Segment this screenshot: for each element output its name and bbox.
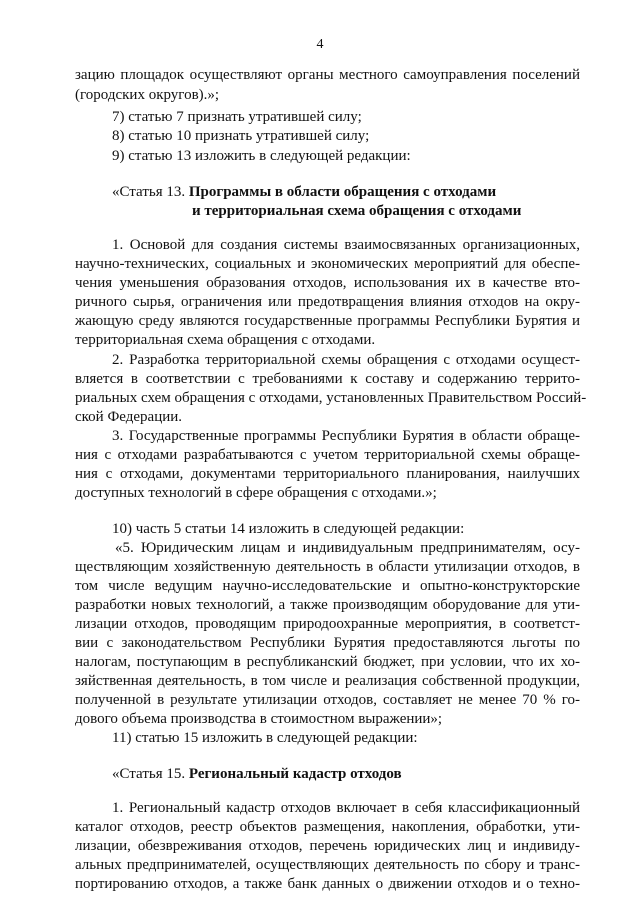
paragraph-line: ской Федерации. xyxy=(75,409,183,425)
paragraph-line: 1. Основой для создания системы взаимосвязанных организационных, xyxy=(112,237,580,253)
list-item: 10) часть 5 статьи 14 изложить в следующей редакции: xyxy=(112,521,465,537)
paragraph-line: жающую среду являются государственные программы Республики Бурятия и xyxy=(75,313,580,329)
text-line: (городских округов).»; xyxy=(75,87,220,103)
text-line: зацию площадок осуществляют органы местного самоуправления поселений xyxy=(75,67,580,83)
paragraph-line: альных предпринимателей, осуществляющих деятельность по сбору и транс- xyxy=(75,857,580,873)
list-item: 9) статью 13 изложить в следующей редакции: xyxy=(112,148,411,164)
paragraph-line: доступных технологий в сфере обращения с отходами.»; xyxy=(75,485,437,501)
paragraph-line: территориальная схема обращения с отходами. xyxy=(75,332,376,348)
paragraph-line: «5. Юридическим лицам и индивидуальным предпринимателям, осу- xyxy=(115,540,580,556)
article-15-prefix: «Статья 15. xyxy=(112,766,189,782)
paragraph-line: лизации, обезвреживания отходов, перечень юридических лиц и индивиду- xyxy=(75,838,580,854)
paragraph-line: ния с отходами, документами территориального планирования, наилучших xyxy=(75,466,580,482)
paragraph-line: лизации отходов, проводящим природоохранные мероприятия, в соответст- xyxy=(75,616,580,632)
article-15-title: Региональный кадастр отходов xyxy=(188,766,402,782)
article-15-heading xyxy=(112,765,402,783)
article-13-prefix: «Статья 13. xyxy=(112,184,189,200)
article-13-heading xyxy=(112,183,496,201)
paragraph-line: научно-технических, социальных и экономических мероприятий для обеспе- xyxy=(75,256,580,272)
page-number: 4 xyxy=(316,37,324,52)
paragraph-line: полученной в результате утилизации отходов, составляет не менее 70 % го- xyxy=(75,692,580,708)
paragraph-line: каталог отходов, реестр объектов размещения, накопления, обработки, ути- xyxy=(75,819,580,835)
paragraph-line: чения уменьшения образования отходов, использования их в качестве вто- xyxy=(75,275,580,291)
paragraph-line: ричного сырья, ограничения или предотвращения влияния отходов на окру- xyxy=(75,294,580,310)
paragraph-line: вии с законодательством Республики Бурятия предоставляются льготы по xyxy=(75,635,580,651)
list-item: 11) статью 15 изложить в следующей редакции: xyxy=(112,730,418,746)
paragraph-line: 1. Региональный кадастр отходов включает в себя классификационный xyxy=(112,800,580,816)
paragraph-line: риальных схем обращения с отходами, установленных Правительством Россий- xyxy=(75,390,587,406)
paragraph-line: зяйственная деятельность, в том числе и реализация собственной продукции, xyxy=(75,673,580,689)
paragraph-line: том числе ведущим научно-исследовательские и опытно-конструкторские xyxy=(75,578,580,594)
list-item: 8) статью 10 признать утратившей силу; xyxy=(112,128,370,144)
paragraph-line: 2. Разработка территориальной схемы обращения с отходами осущест- xyxy=(112,352,580,368)
paragraph-line: 3. Государственные программы Республики Бурятия в области обраще- xyxy=(112,428,580,444)
paragraph-line: ния с отходами разрабатываются с учетом территориальной схемы обраще- xyxy=(75,447,580,463)
list-item: 7) статью 7 признать утратившей силу; xyxy=(112,109,362,125)
paragraph-line: портированию отходов, а также банк данных о движении отходов и о техно- xyxy=(75,876,580,892)
article-13-title-line2: и территориальная схема обращения с отходами xyxy=(192,203,522,219)
paragraph-line: вляется в соответствии с требованиями к составу и содержанию террито- xyxy=(75,371,580,387)
article-13-title-line1: Программы в области обращения с отходами xyxy=(188,184,497,200)
paragraph-line: ществляющим хозяйственную деятельность в области утилизации отходов, в xyxy=(75,559,580,575)
paragraph-line: дового объема производства в стоимостном выражении»; xyxy=(75,711,443,727)
paragraph-line: налогам, поступающим в республиканский бюджет, при условии, что их хо- xyxy=(75,654,580,670)
paragraph-line: разработки новых технологий, а также производящим оборудование для ути- xyxy=(75,597,580,613)
